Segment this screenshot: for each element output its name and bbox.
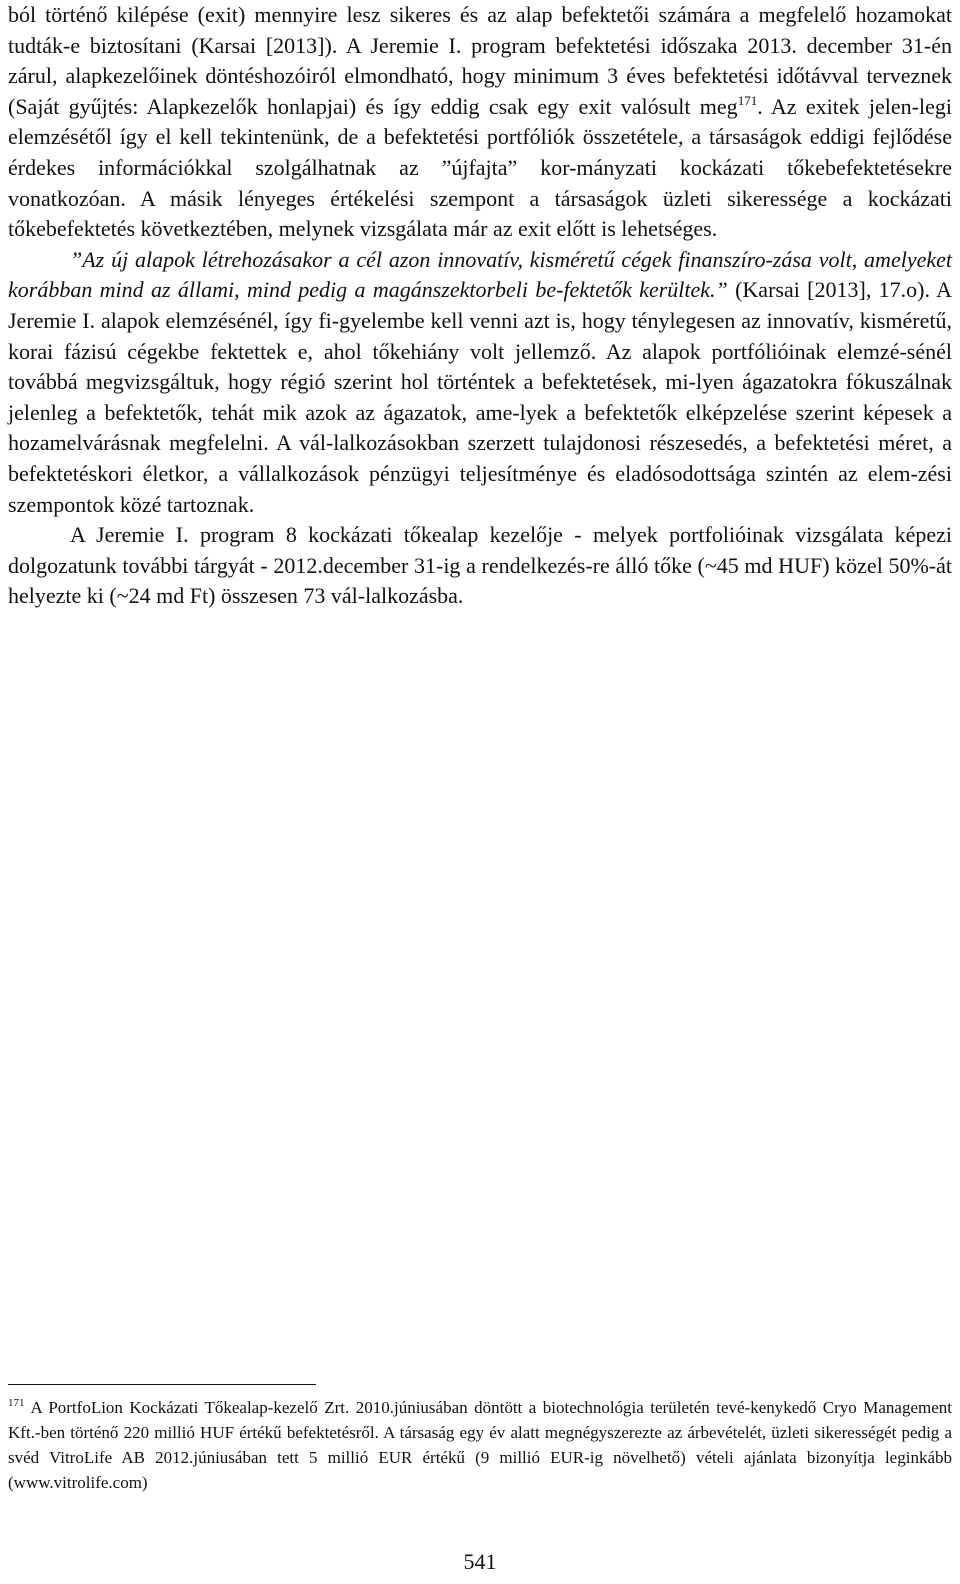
body-text (8, 0, 952, 612)
paragraph-1 (8, 0, 952, 245)
paragraph-2-text: (Karsai [2013], 17.o). A Jeremie I. alapok elemzésénél, így fi-gyelembe kell venni azt is, hogy ténylegesen az innovatív, kisméretű, korai fázisú cégekbe fektettek e, ahol tőkehiány volt jellemző. Az alapok portfólióinak elemzé-sénél továbbá megvizsgáltuk, hogy régió szerint hol történtek a befektetések, mi-lyen ágazatokra fókuszálnak jelenleg a befektetők, tehát mik azok az ágazatok, ame-lyek a befektetők elképzelése szerint képesek a hozamelvárásnak megfelelni. A vál-lalkozásokban szerzett tulajdonosi részesedés, a befektetési méret, a befektetéskori életkor, a vállalkozások pénzügyi teljesítménye és eladósodottsága szintén az elem-zési szempontok közé tartoznak. (8, 277, 952, 517)
footnote-number: 171 (8, 1397, 25, 1409)
paragraph-1-text-continued: . Az exitek jelen-legi elemzésétől így el kell tekintenünk, de a befektetési portfóliók összetétele, a társaságok eddigi fejlődése érdekes információkkal szolgálhatnak az ”újfajta” kor-mányzati kockázati tőkebefektetésekre vonatkozóan. A másik lényeges értékelési szempont a társaságok üzleti sikeressége a kockázati tőkebefektetés következtében, melynek vizsgálata már az exit előtt is lehetséges. (8, 93, 953, 242)
paragraph-3: A Jeremie I. program 8 kockázati tőkealap kezelője - melyek portfolióinak vizsgálata képezi dolgozatunk további tárgyát - 2012.december 31-ig a rendelkezés-re álló tőke (~45 md HUF) közel 50%-át helyezte ki (~24 md Ft) összesen 73 vál-lalkozásba. (8, 522, 952, 609)
footnote-separator (8, 1384, 316, 1385)
quotation: ”Az új alapok létrehozásakor a cél azon innovatív, kisméretű cégek finanszíro-zása volt, amelyeket korábban mind az állami, mind pedig a magánszektorbeli be-fektetők kerültek.” (8, 246, 952, 303)
paragraph-1-text: ból történő kilépése (exit) mennyire lesz sikeres és az alap befektetői számára a megfelelő hozamokat tudták-e biztosítani (Karsai [2013]). A Jeremie I. program befektetési időszaka 2013. december 31-én zárul, alapkezelőinek döntéshozóiról elmondható, hogy minimum 3 éves befektetési időtávval terveznek (Saját gyűjtés: Alapkezelők honlapjai) és így eddig csak egy exit valósult meg (8, 2, 952, 119)
footnote-reference[interactable]: 171 (737, 92, 758, 108)
footnote-text: A PortfoLion Kockázati Tőkealap-kezelő Zrt. 2010.júniusában döntött a biotechnológia területén tevé-kenykedő Cryo Management Kft.-ben történő 220 millió HUF értékű befektetésről. A társaság egy év alatt megnégyszerezte az árbevételét, üzleti sikerességét pedig a svéd VitroLife AB 2012.júniusában tett 5 millió EUR értékű (9 millió EUR-ig növelhető) vételi ajánlata bizonyítja leginkább (www.vitrolife.com) (8, 1398, 952, 1492)
page-number: 541 (463, 1549, 497, 1574)
paragraph-2 (8, 245, 952, 520)
footnote (8, 1395, 952, 1495)
